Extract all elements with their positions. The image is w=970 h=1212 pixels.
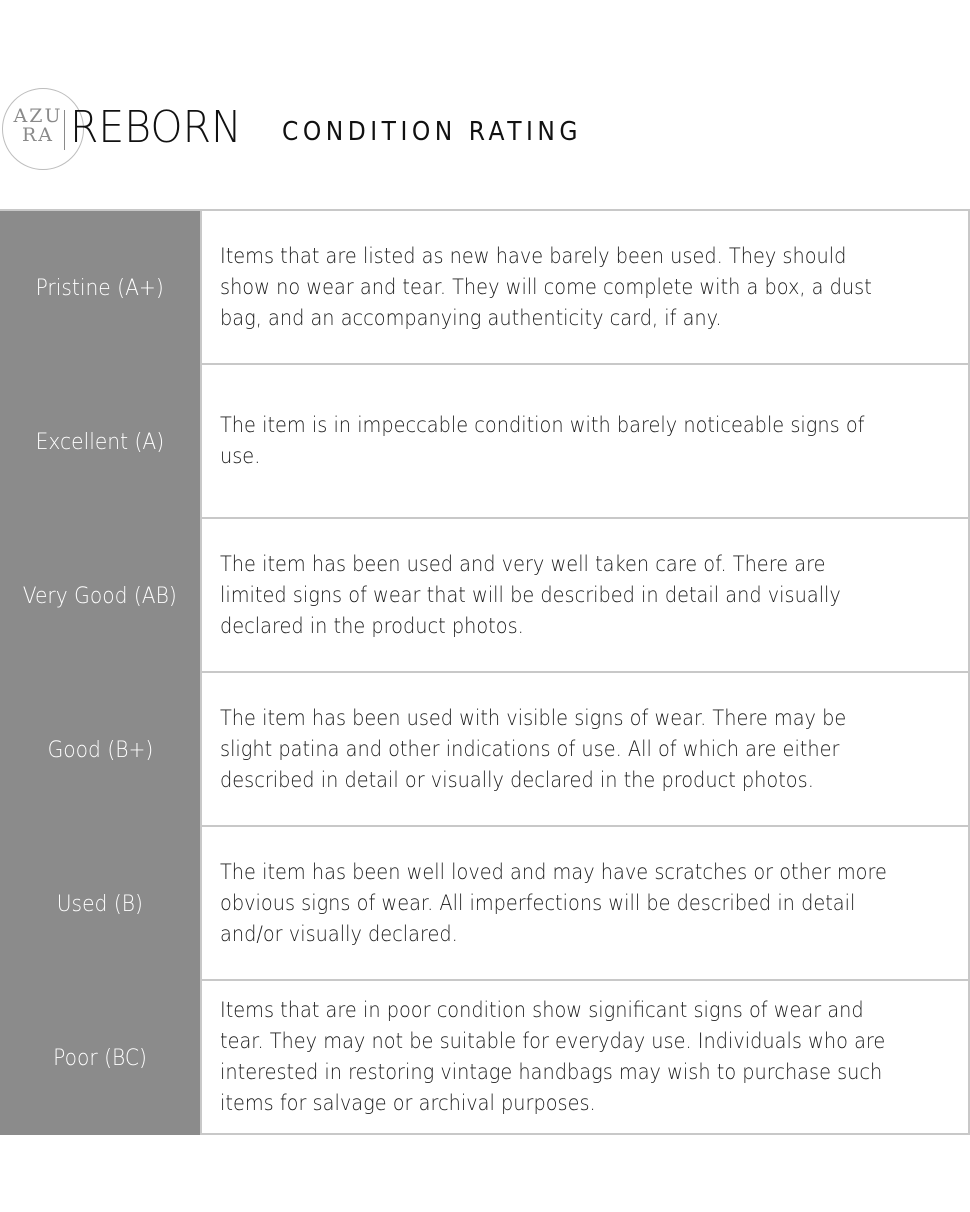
page-title: CONDITION RATING <box>282 117 583 147</box>
logo-divider <box>64 110 65 150</box>
rating-description: Items that are in poor condition show significant signs of wear and tear. They may not be suitable for everyday use. Individuals who are interested in restoring vintage handbags may wish to purchase such items for salvage or archival purposes. <box>200 981 970 1135</box>
rating-label: Poor (BC) <box>0 981 200 1135</box>
condition-rating-table <box>0 209 970 1133</box>
rating-row-excellent <box>0 365 970 519</box>
rating-row-pristine <box>0 211 970 365</box>
rating-label: Used (B) <box>0 827 200 981</box>
rating-description: The item is in impeccable condition with barely noticeable signs of use. <box>200 365 970 519</box>
page-header <box>0 86 970 176</box>
logo-line-1: AZU <box>13 105 63 127</box>
rating-row-poor <box>0 981 970 1135</box>
rating-label: Excellent (A) <box>0 365 200 519</box>
logo-line-2: RA <box>21 124 55 146</box>
brand-name: REBORN <box>70 102 242 153</box>
rating-description: Items that are listed as new have barely been used. They should show no wear and tear. They will come complete with a box, a dust bag, and an accompanying authenticity card, if any. <box>200 211 970 365</box>
rating-row-good <box>0 673 970 827</box>
rating-label: Good (B+) <box>0 673 200 827</box>
rating-row-very-good <box>0 519 970 673</box>
rating-description: The item has been used with visible signs of wear. There may be slight patina and other indications of use. All of which are either described in detail or visually declared in the product photos. <box>200 673 970 827</box>
rating-row-used <box>0 827 970 981</box>
azura-logo <box>10 107 66 151</box>
rating-label: Pristine (A+) <box>0 211 200 365</box>
rating-label: Very Good (AB) <box>0 519 200 673</box>
rating-description: The item has been well loved and may have scratches or other more obvious signs of wear. All imperfections will be described in detail and/or visually declared. <box>200 827 970 981</box>
rating-description: The item has been used and very well taken care of. There are limited signs of wear that will be described in detail and visually declared in the product photos. <box>200 519 970 673</box>
